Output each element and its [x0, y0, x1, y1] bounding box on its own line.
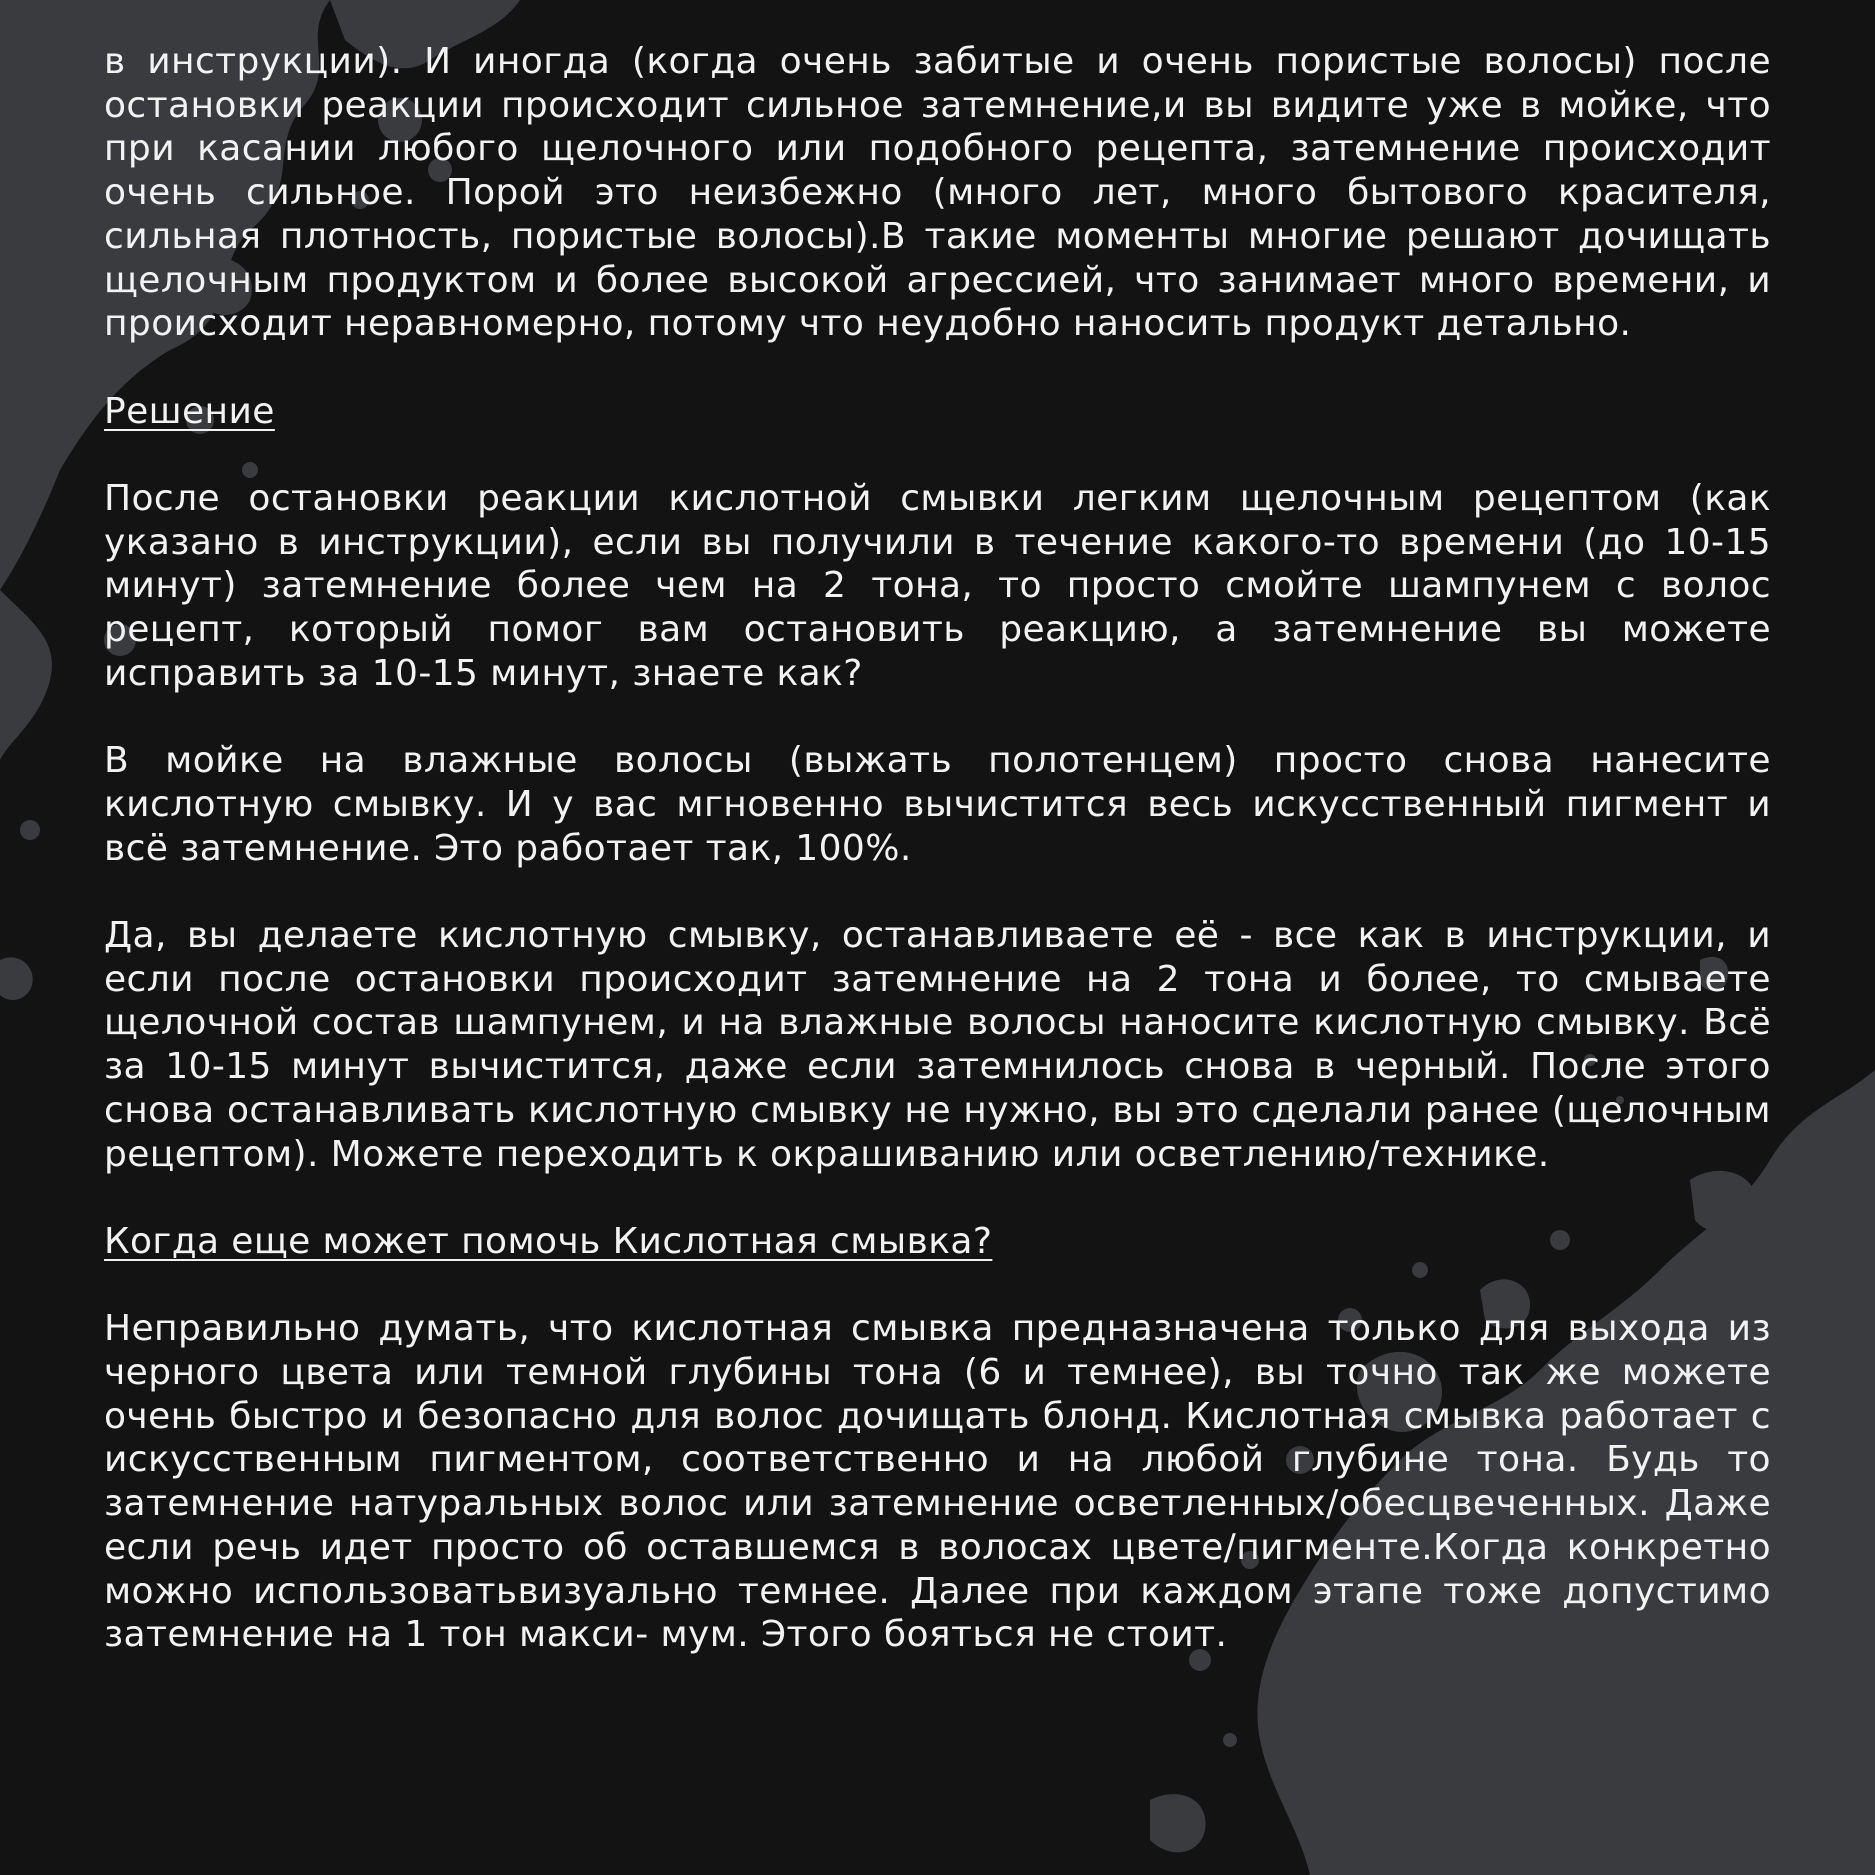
spacer [104, 696, 1771, 740]
heading-solution: Решение [104, 390, 275, 432]
spacer [104, 433, 1771, 477]
paragraph-darkening-problem: в инструкции). И иногда (когда очень забитые и очень пористые волосы) после остановки реакции происходит сильное затемнение,и вы видите уже в мойке, что при касании любого щелочного или подобного рецепта, затемнение происходит очень сильное. Порой это неизбежно (много лет, много бытового красителя, сильная плотность, пористые волосы).В такие моменты многие решают дочищать щелочным продуктом и более высокой агрессией, что занимает много времени, и происходит неравномерно, потому что неудобно наносить продукт детально. [104, 41, 1771, 345]
paragraph-after-stop-reaction: После остановки реакции кислотной смывки легким щелочным рецептом (как указано в инструкции), если вы получили в течение какого-то времени (до 10-15 минут) затемнение более чем на 2 тона, то просто смойте шампунем с волос рецепт, который помог вам остановить реакцию, а затемнение вы можете исправить за 10-15 минут, знаете как? [104, 478, 1771, 694]
spacer [104, 1176, 1771, 1220]
spacer [104, 1264, 1771, 1308]
paragraph-blond-cleanup: Неправильно думать, что кислотная смывка предназначена только для выхода из черного цвета или темной глубины тона (6 и темнее), вы точно так же можете очень быстро и безопасно для волос дочищать блонд. Кислотная смывка работает с искусственным пигментом, соответственно и на любой глубине тона. Будь то затемнение натуральных волос или затемнение осветленных/обесцвеченных. Даже если речь идет просто об оставшемся в волосах цвете/пигменте.Когда конкретно можно использоватьвизуально темнее. Далее при каждом этапе тоже допустимо затемнение на 1 тон макси- мум. Этого бояться не стоит. [104, 1308, 1771, 1656]
document-text [104, 40, 1771, 1657]
paragraph-in-sink: В мойке на влажные волосы (выжать полотенцем) просто снова нанесите кислотную смывку. И у вас мгновенно вычистится весь искусственный пигмент и всё затемнение. Это работает так, 100%. [104, 740, 1771, 869]
paragraph-steps-summary: Да, вы делаете кислотную смывку, останавливаете её - все как в инструкции, и если после остановки происходит затемнение на 2 тона и более, то смываете щелочной состав шампунем, и на влажные волосы наносите кислотную смывку. Всё за 10-15 минут вычистится, даже если затемнилось снова в черный. После этого снова останавливать кислотную смывку не нужно, вы это сделали ранее (щелочным рецептом). Можете переходить к окрашиванию или осветлению/технике. [104, 915, 1771, 1175]
spacer [104, 870, 1771, 914]
spacer [104, 346, 1771, 390]
heading-when-else-helps: Когда еще может помочь Кислотная смывка? [104, 1220, 993, 1262]
